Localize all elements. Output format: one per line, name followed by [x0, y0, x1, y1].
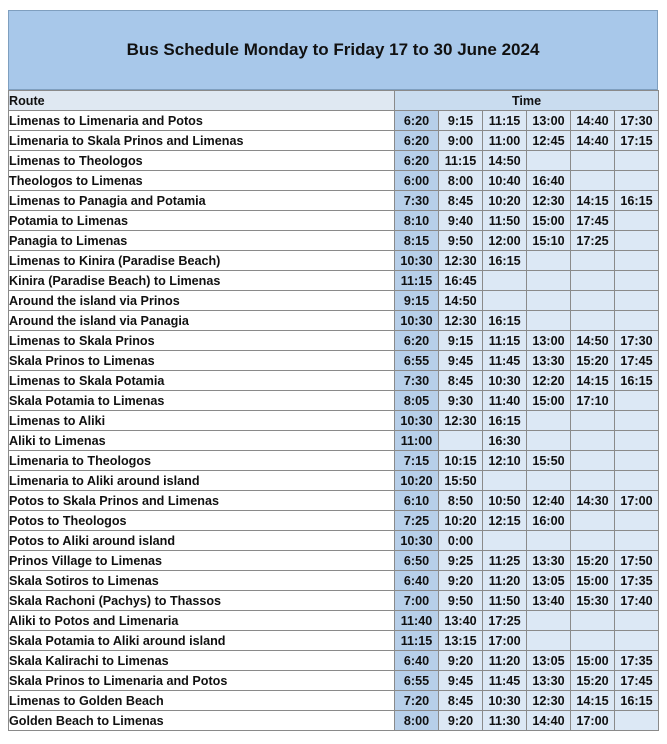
time-cell: 9:20: [439, 711, 483, 731]
time-cell: 9:20: [439, 651, 483, 671]
table-row: [9, 411, 659, 431]
time-cell: 6:50: [395, 551, 439, 571]
time-cell: 11:15: [483, 111, 527, 131]
time-cell: [571, 431, 615, 451]
time-cell: 12:40: [527, 491, 571, 511]
time-cell: [483, 291, 527, 311]
time-cell: 15:30: [571, 591, 615, 611]
time-cell: 9:45: [439, 351, 483, 371]
time-cell: 17:25: [571, 231, 615, 251]
time-cell: 17:35: [615, 651, 659, 671]
time-cell: 0:00: [439, 531, 483, 551]
time-cell: 12:30: [439, 411, 483, 431]
route-cell: Potos to Theologos: [9, 511, 395, 531]
time-cell: [571, 291, 615, 311]
time-cell: 16:00: [527, 511, 571, 531]
route-cell: Skala Rachoni (Pachys) to Thassos: [9, 591, 395, 611]
table-row: [9, 651, 659, 671]
time-cell: 15:20: [571, 351, 615, 371]
time-cell: 9:20: [439, 571, 483, 591]
time-cell: 17:00: [615, 491, 659, 511]
time-cell: 17:40: [615, 591, 659, 611]
route-cell: Potos to Aliki around island: [9, 531, 395, 551]
table-row: [9, 211, 659, 231]
time-cell: 6:20: [395, 151, 439, 171]
route-cell: Limenas to Skala Prinos: [9, 331, 395, 351]
time-cell: 6:40: [395, 651, 439, 671]
time-cell: [615, 451, 659, 471]
time-cell: 10:15: [439, 451, 483, 471]
time-cell: 9:00: [439, 131, 483, 151]
time-cell: 11:50: [483, 591, 527, 611]
time-cell: [571, 151, 615, 171]
time-cell: [615, 231, 659, 251]
route-cell: Limenas to Kinira (Paradise Beach): [9, 251, 395, 271]
time-cell: 11:00: [395, 431, 439, 451]
time-cell: 13:00: [527, 331, 571, 351]
time-cell: [571, 251, 615, 271]
route-cell: Skala Potamia to Aliki around island: [9, 631, 395, 651]
time-cell: [527, 311, 571, 331]
time-cell: 9:15: [439, 331, 483, 351]
time-cell: 12:30: [527, 191, 571, 211]
table-row: [9, 351, 659, 371]
schedule-table: [8, 90, 659, 731]
time-cell: [615, 311, 659, 331]
table-row: [9, 271, 659, 291]
route-cell: Panagia to Limenas: [9, 231, 395, 251]
time-cell: [571, 271, 615, 291]
time-cell: [527, 291, 571, 311]
time-cell: 6:55: [395, 351, 439, 371]
route-cell: Skala Sotiros to Limenas: [9, 571, 395, 591]
time-cell: 7:30: [395, 191, 439, 211]
time-cell: 15:00: [527, 211, 571, 231]
time-cell: 14:40: [571, 111, 615, 131]
time-cell: 10:20: [483, 191, 527, 211]
time-cell: 10:30: [395, 251, 439, 271]
table-row: [9, 311, 659, 331]
time-cell: 15:00: [527, 391, 571, 411]
time-cell: 13:05: [527, 571, 571, 591]
route-cell: Skala Prinos to Limenas: [9, 351, 395, 371]
route-cell: Around the island via Prinos: [9, 291, 395, 311]
time-cell: 12:00: [483, 231, 527, 251]
time-cell: [483, 471, 527, 491]
route-cell: Aliki to Potos and Limenaria: [9, 611, 395, 631]
time-cell: 11:20: [483, 651, 527, 671]
time-cell: 17:45: [615, 671, 659, 691]
time-cell: 10:30: [483, 691, 527, 711]
time-cell: 14:40: [527, 711, 571, 731]
time-cell: [527, 251, 571, 271]
time-cell: 7:30: [395, 371, 439, 391]
time-cell: [615, 171, 659, 191]
time-cell: 6:10: [395, 491, 439, 511]
time-cell: 8:45: [439, 371, 483, 391]
route-column-header: Route: [9, 91, 395, 111]
route-cell: Limenas to Aliki: [9, 411, 395, 431]
table-row: [9, 331, 659, 351]
time-cell: 17:00: [571, 711, 615, 731]
table-row: [9, 491, 659, 511]
time-cell: [483, 531, 527, 551]
time-cell: 17:35: [615, 571, 659, 591]
time-cell: [483, 271, 527, 291]
time-cell: 16:15: [615, 371, 659, 391]
table-row: [9, 691, 659, 711]
time-cell: 14:15: [571, 371, 615, 391]
time-cell: 9:30: [439, 391, 483, 411]
time-column-header: Time: [395, 91, 659, 111]
time-cell: 17:50: [615, 551, 659, 571]
time-cell: 8:10: [395, 211, 439, 231]
table-row: [9, 291, 659, 311]
time-cell: 8:00: [439, 171, 483, 191]
time-cell: [571, 531, 615, 551]
route-cell: Limenas to Theologos: [9, 151, 395, 171]
time-cell: 13:30: [527, 671, 571, 691]
time-cell: 7:20: [395, 691, 439, 711]
route-cell: Limenas to Golden Beach: [9, 691, 395, 711]
time-cell: 11:30: [483, 711, 527, 731]
time-cell: [615, 251, 659, 271]
time-cell: [527, 151, 571, 171]
time-cell: 13:40: [439, 611, 483, 631]
time-cell: 10:30: [483, 371, 527, 391]
schedule-title: Bus Schedule Monday to Friday 17 to 30 June 2024: [8, 10, 658, 90]
time-cell: [615, 711, 659, 731]
time-cell: 6:00: [395, 171, 439, 191]
time-cell: 15:50: [527, 451, 571, 471]
time-cell: 11:45: [483, 671, 527, 691]
time-cell: 9:15: [395, 291, 439, 311]
time-cell: [615, 151, 659, 171]
time-cell: 9:50: [439, 231, 483, 251]
time-cell: [615, 391, 659, 411]
time-cell: 11:40: [395, 611, 439, 631]
time-cell: 12:30: [527, 691, 571, 711]
time-cell: 12:10: [483, 451, 527, 471]
time-cell: 9:15: [439, 111, 483, 131]
time-cell: 17:30: [615, 111, 659, 131]
time-cell: [439, 431, 483, 451]
table-row: [9, 711, 659, 731]
time-cell: [527, 271, 571, 291]
time-cell: [571, 171, 615, 191]
route-cell: Prinos Village to Limenas: [9, 551, 395, 571]
time-cell: 11:15: [395, 631, 439, 651]
time-cell: 16:15: [483, 411, 527, 431]
time-cell: [527, 611, 571, 631]
time-cell: 15:00: [571, 571, 615, 591]
time-cell: [571, 611, 615, 631]
time-cell: 15:00: [571, 651, 615, 671]
time-cell: [615, 411, 659, 431]
time-cell: 14:50: [483, 151, 527, 171]
time-cell: 8:15: [395, 231, 439, 251]
route-cell: Limenaria to Theologos: [9, 451, 395, 471]
time-cell: 7:00: [395, 591, 439, 611]
time-cell: 17:45: [571, 211, 615, 231]
time-cell: 11:15: [395, 271, 439, 291]
time-cell: [571, 311, 615, 331]
time-cell: 6:20: [395, 131, 439, 151]
time-cell: [571, 411, 615, 431]
time-cell: 7:25: [395, 511, 439, 531]
route-cell: Theologos to Limenas: [9, 171, 395, 191]
time-cell: 11:15: [439, 151, 483, 171]
time-cell: 8:00: [395, 711, 439, 731]
route-cell: Skala Prinos to Limenaria and Potos: [9, 671, 395, 691]
time-cell: 16:30: [483, 431, 527, 451]
route-cell: Limenas to Panagia and Potamia: [9, 191, 395, 211]
route-cell: Limenas to Limenaria and Potos: [9, 111, 395, 131]
time-cell: [527, 471, 571, 491]
time-cell: 11:15: [483, 331, 527, 351]
time-cell: 16:15: [483, 251, 527, 271]
time-cell: 16:15: [615, 691, 659, 711]
time-cell: 16:45: [439, 271, 483, 291]
time-cell: [615, 271, 659, 291]
table-row: [9, 251, 659, 271]
time-cell: 15:50: [439, 471, 483, 491]
route-cell: Around the island via Panagia: [9, 311, 395, 331]
time-cell: 11:20: [483, 571, 527, 591]
time-cell: 14:30: [571, 491, 615, 511]
time-cell: 13:30: [527, 551, 571, 571]
table-row: [9, 511, 659, 531]
time-cell: 15:20: [571, 671, 615, 691]
time-cell: 10:30: [395, 311, 439, 331]
time-cell: [615, 211, 659, 231]
time-cell: 12:20: [527, 371, 571, 391]
time-cell: 8:05: [395, 391, 439, 411]
time-cell: 9:40: [439, 211, 483, 231]
route-cell: Skala Kalirachi to Limenas: [9, 651, 395, 671]
table-row: [9, 671, 659, 691]
table-row: [9, 391, 659, 411]
table-row: [9, 371, 659, 391]
route-cell: Skala Potamia to Limenas: [9, 391, 395, 411]
time-cell: 12:15: [483, 511, 527, 531]
table-row: [9, 191, 659, 211]
time-cell: 11:50: [483, 211, 527, 231]
table-row: [9, 591, 659, 611]
time-cell: 6:20: [395, 331, 439, 351]
time-cell: 10:30: [395, 411, 439, 431]
table-row: [9, 151, 659, 171]
table-row: [9, 611, 659, 631]
table-row: [9, 131, 659, 151]
time-cell: 17:30: [615, 331, 659, 351]
time-cell: [571, 471, 615, 491]
time-cell: [615, 291, 659, 311]
time-cell: 17:10: [571, 391, 615, 411]
time-cell: 16:15: [615, 191, 659, 211]
time-cell: 17:25: [483, 611, 527, 631]
table-row: [9, 471, 659, 491]
time-cell: 14:15: [571, 191, 615, 211]
time-cell: 10:30: [395, 531, 439, 551]
time-cell: 14:40: [571, 131, 615, 151]
time-cell: 11:40: [483, 391, 527, 411]
time-cell: [571, 451, 615, 471]
time-cell: 13:30: [527, 351, 571, 371]
time-cell: 14:15: [571, 691, 615, 711]
route-cell: Limenaria to Skala Prinos and Limenas: [9, 131, 395, 151]
time-cell: 12:30: [439, 251, 483, 271]
time-cell: 6:55: [395, 671, 439, 691]
time-cell: 11:00: [483, 131, 527, 151]
time-cell: 12:30: [439, 311, 483, 331]
table-row: [9, 111, 659, 131]
time-cell: 17:45: [615, 351, 659, 371]
time-cell: 10:50: [483, 491, 527, 511]
time-cell: 17:00: [483, 631, 527, 651]
table-row: [9, 431, 659, 451]
time-cell: 11:45: [483, 351, 527, 371]
time-cell: 17:15: [615, 131, 659, 151]
table-row: [9, 451, 659, 471]
time-cell: [571, 631, 615, 651]
table-row: [9, 171, 659, 191]
time-cell: 13:00: [527, 111, 571, 131]
time-cell: 13:15: [439, 631, 483, 651]
time-cell: [527, 411, 571, 431]
table-row: [9, 571, 659, 591]
schedule-sheet: [8, 10, 658, 731]
time-cell: 14:50: [571, 331, 615, 351]
time-cell: 10:20: [395, 471, 439, 491]
time-cell: 10:20: [439, 511, 483, 531]
time-cell: 16:15: [483, 311, 527, 331]
time-cell: [615, 611, 659, 631]
time-cell: 14:50: [439, 291, 483, 311]
time-cell: [527, 431, 571, 451]
time-cell: [615, 431, 659, 451]
time-cell: 9:45: [439, 671, 483, 691]
route-cell: Limenas to Skala Potamia: [9, 371, 395, 391]
time-cell: [615, 631, 659, 651]
time-cell: [615, 471, 659, 491]
time-cell: [615, 511, 659, 531]
time-cell: 6:40: [395, 571, 439, 591]
table-row: [9, 631, 659, 651]
time-cell: 10:40: [483, 171, 527, 191]
time-cell: 9:25: [439, 551, 483, 571]
route-cell: Kinira (Paradise Beach) to Limenas: [9, 271, 395, 291]
table-row: [9, 531, 659, 551]
route-cell: Potamia to Limenas: [9, 211, 395, 231]
route-cell: Limenaria to Aliki around island: [9, 471, 395, 491]
time-cell: 11:25: [483, 551, 527, 571]
route-cell: Potos to Skala Prinos and Limenas: [9, 491, 395, 511]
time-cell: 13:40: [527, 591, 571, 611]
time-cell: [615, 531, 659, 551]
time-cell: 12:45: [527, 131, 571, 151]
time-cell: 8:50: [439, 491, 483, 511]
time-cell: 6:20: [395, 111, 439, 131]
time-cell: 9:50: [439, 591, 483, 611]
table-row: [9, 551, 659, 571]
time-cell: [527, 631, 571, 651]
time-cell: 8:45: [439, 691, 483, 711]
time-cell: [527, 531, 571, 551]
time-cell: 15:20: [571, 551, 615, 571]
time-cell: 8:45: [439, 191, 483, 211]
time-cell: 13:05: [527, 651, 571, 671]
route-cell: Aliki to Limenas: [9, 431, 395, 451]
route-cell: Golden Beach to Limenas: [9, 711, 395, 731]
header-row: [9, 91, 659, 111]
time-cell: [571, 511, 615, 531]
time-cell: 15:10: [527, 231, 571, 251]
time-cell: 7:15: [395, 451, 439, 471]
time-cell: 16:40: [527, 171, 571, 191]
table-row: [9, 231, 659, 251]
